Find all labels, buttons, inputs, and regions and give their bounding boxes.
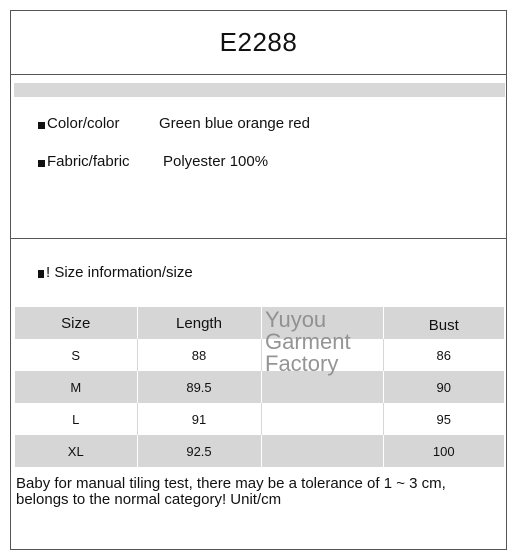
header-size: Size xyxy=(15,307,137,339)
size-heading-text: ! Size information/size xyxy=(46,264,193,281)
title-box xyxy=(11,11,506,75)
square-bullet-icon xyxy=(38,270,44,278)
section-divider xyxy=(11,238,506,239)
product-sheet xyxy=(10,10,507,550)
fabric-row xyxy=(38,153,268,170)
measurement-note: Baby for manual tiling test, there may be a tolerance of 1 ~ 3 cm, belongs to the normal category! Unit/cm xyxy=(16,475,446,508)
cell-empty xyxy=(261,403,383,435)
cell-size: L xyxy=(15,403,137,435)
factory-watermark xyxy=(265,309,351,375)
color-row xyxy=(38,115,310,132)
cell-empty xyxy=(261,435,383,467)
cell-bust: 100 xyxy=(432,443,455,459)
color-label: Color/color xyxy=(47,115,120,132)
table-row xyxy=(15,371,504,403)
square-bullet-icon xyxy=(38,160,45,167)
table-row xyxy=(15,435,504,467)
watermark-line: Factory xyxy=(265,351,339,376)
watermark-line: Garment xyxy=(265,329,351,354)
cell-size: S xyxy=(15,339,137,371)
cell-length: 88 xyxy=(137,339,261,371)
size-table xyxy=(15,307,504,467)
header-divider-bar xyxy=(14,83,505,97)
cell-length: 92.5 xyxy=(137,435,261,467)
square-bullet-icon xyxy=(38,122,45,129)
cell-bust: 86 xyxy=(436,347,451,363)
fabric-value: Polyester 100% xyxy=(163,153,269,170)
watermark-line: Yuyou xyxy=(265,307,327,332)
table-row xyxy=(15,339,504,371)
table-header-row xyxy=(15,307,504,339)
size-section-heading xyxy=(38,264,193,281)
header-bust: Bust xyxy=(428,316,459,334)
cell-size: M xyxy=(15,371,137,403)
table-row xyxy=(15,403,504,435)
cell-length: 91 xyxy=(137,403,261,435)
product-code-title: E2288 xyxy=(219,27,298,57)
header-length: Length xyxy=(137,307,261,339)
color-value: Green blue orange red xyxy=(159,115,310,132)
cell-bust: 95 xyxy=(436,411,451,427)
cell-length: 89.5 xyxy=(137,371,261,403)
cell-bust: 90 xyxy=(436,379,451,395)
cell-size: XL xyxy=(15,435,137,467)
fabric-label: Fabric/fabric xyxy=(47,153,130,170)
